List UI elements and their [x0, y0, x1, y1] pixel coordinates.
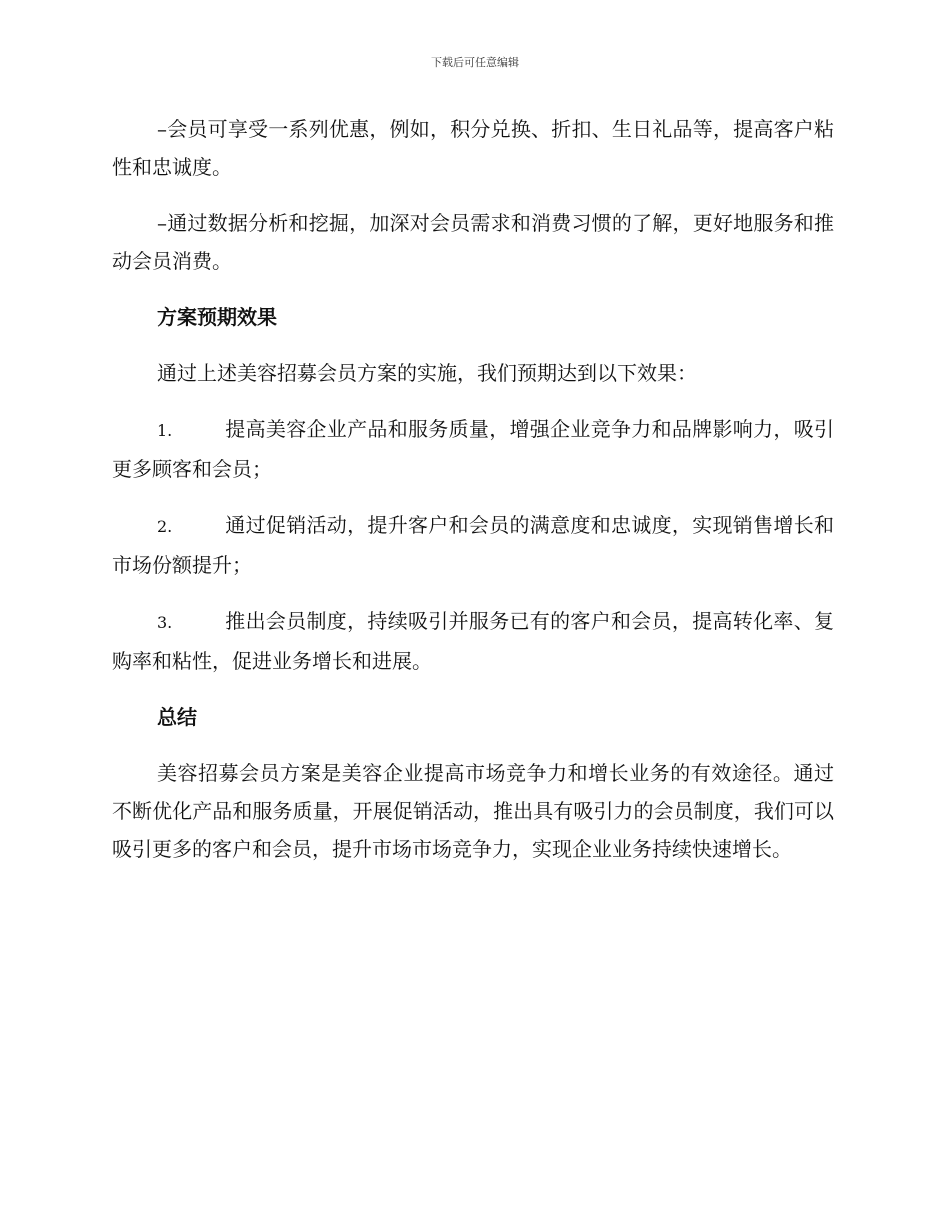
- item-number: 1.: [157, 421, 173, 440]
- section-intro: 通过上述美容招募会员方案的实施，我们预期达到以下效果：: [157, 361, 697, 385]
- item-text: 通过促销活动，提升客户和会员的满意度和忠诚度，实现销售增长和市场份额提升；: [112, 513, 834, 577]
- item-text: 提高美容企业产品和服务质量，增强企业竞争力和品牌影响力，吸引更多顾客和会员；: [112, 417, 834, 481]
- numbered-item-1: [112, 410, 834, 488]
- page-header: 下载后可任意编辑: [431, 56, 519, 69]
- item-number: 2.: [157, 517, 173, 536]
- bullet-paragraph-benefits: –会员可享受一系列优惠，例如，积分兑换、折扣、生日礼品等，提高客户粘性和忠诚度。: [112, 117, 834, 179]
- item-number: 3.: [157, 613, 173, 632]
- numbered-item-2: [112, 506, 834, 584]
- numbered-item-3: [112, 602, 834, 680]
- section-heading-summary: 总结: [157, 705, 197, 729]
- document-body: [112, 110, 834, 886]
- summary-paragraph: 美容招募会员方案是美容企业提高市场竞争力和增长业务的有效途径。通过不断优化产品和服务质量，开展促销活动，推出具有吸引力的会员制度，我们可以吸引更多的客户和会员，提升市场市场竞争力，实现企业业务持续快速增长。: [112, 761, 834, 861]
- section-heading-expected-effect: 方案预期效果: [157, 305, 277, 329]
- bullet-paragraph-analysis: –通过数据分析和挖掘，加深对会员需求和消费习惯的了解，更好地服务和推动会员消费。: [112, 211, 834, 273]
- item-text: 推出会员制度，持续吸引并服务已有的客户和会员，提高转化率、复购率和粘性，促进业务增长和进展。: [112, 609, 834, 673]
